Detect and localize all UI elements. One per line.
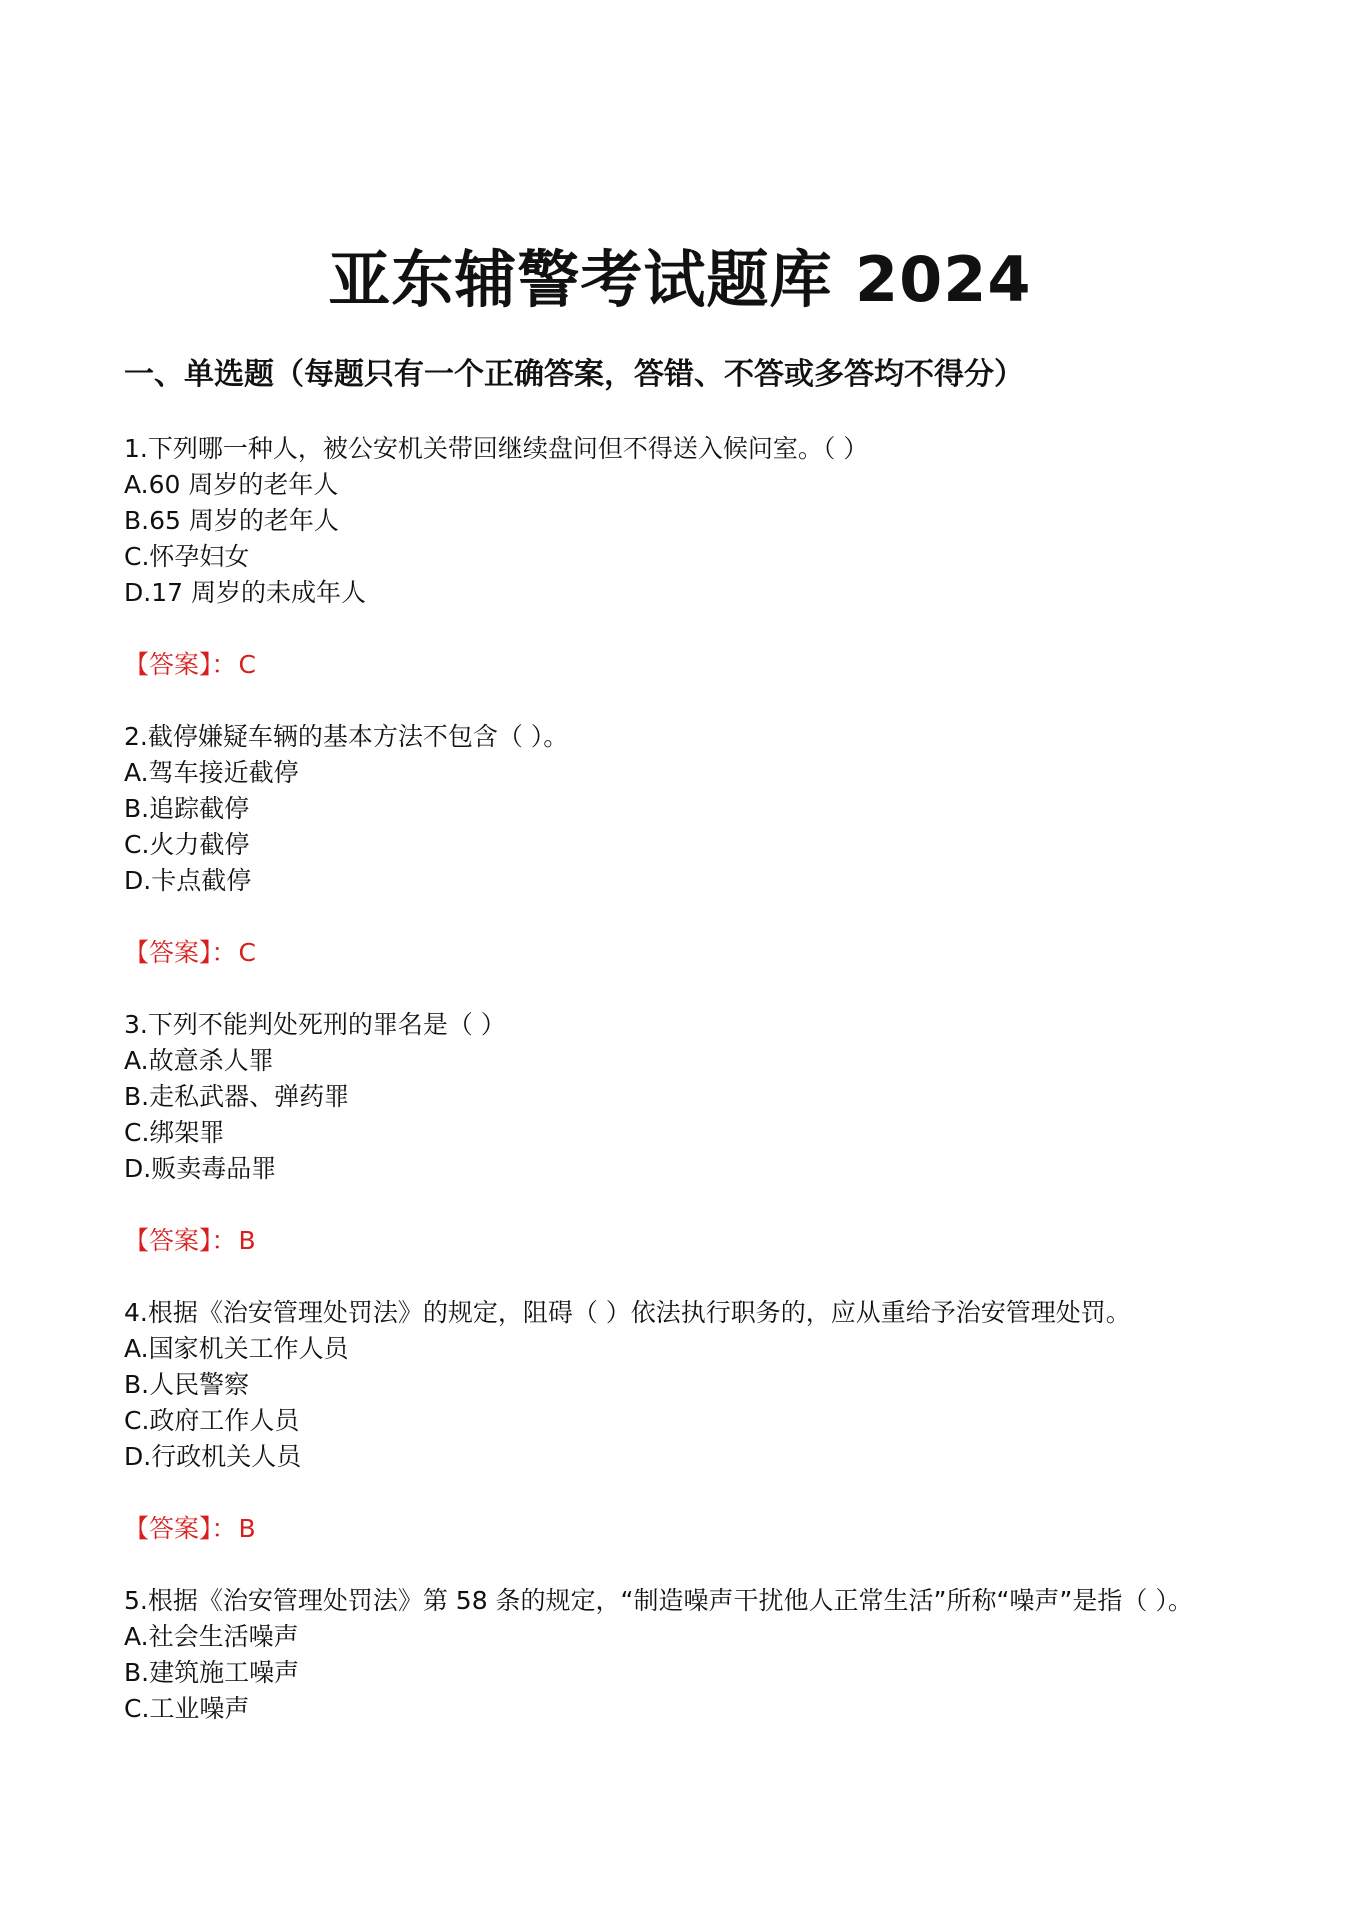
question-4 <box>124 1295 1254 1547</box>
answer-value: C <box>238 650 256 679</box>
question-5 <box>124 1583 1254 1727</box>
answer-line <box>124 647 1254 683</box>
option-a: A.60 周岁的老年人 <box>124 470 339 499</box>
question-stem: 2.截停嫌疑车辆的基本方法不包含（ ）。 <box>124 722 569 751</box>
question-stem: 4.根据《治安管理处罚法》的规定，阻碍（ ）依法执行职务的，应从重给予治安管理处罚。 <box>124 1298 1131 1327</box>
option-b: B.走私武器、弹药罪 <box>124 1082 350 1111</box>
question-stem: 3.下列不能判处死刑的罪名是（ ） <box>124 1010 506 1039</box>
option-a: A.社会生活噪声 <box>124 1622 299 1651</box>
page-title: 亚东辅警考试题库 2024 <box>328 243 1032 316</box>
option-d: D.行政机关人员 <box>124 1442 302 1471</box>
answer-line <box>124 935 1254 971</box>
option-c: C.火力截停 <box>124 830 250 859</box>
option-c: C.绑架罪 <box>124 1118 225 1147</box>
option-b: B.人民警察 <box>124 1370 250 1399</box>
question-1 <box>124 431 1254 683</box>
answer-line <box>124 1511 1254 1547</box>
option-d: D.卡点截停 <box>124 866 252 895</box>
answer-value: B <box>238 1226 256 1255</box>
answer-label: 【答案】： <box>124 1226 237 1255</box>
option-d: D.贩卖毒品罪 <box>124 1154 277 1183</box>
answer-line <box>124 1223 1254 1259</box>
answer-label: 【答案】： <box>124 650 237 679</box>
answer-value: C <box>238 938 256 967</box>
answer-label: 【答案】： <box>124 1514 237 1543</box>
option-b: B.65 周岁的老年人 <box>124 506 339 535</box>
answer-value: B <box>238 1514 256 1543</box>
option-b: B.追踪截停 <box>124 794 250 823</box>
option-c: C.怀孕妇女 <box>124 542 250 571</box>
answer-label: 【答案】： <box>124 938 237 967</box>
question-3 <box>124 1007 1254 1259</box>
section-heading: 一、单选题（每题只有一个正确答案，答错、不答或多答均不得分） <box>124 357 1024 392</box>
option-c: C.政府工作人员 <box>124 1406 300 1435</box>
option-a: A.故意杀人罪 <box>124 1046 274 1075</box>
question-2 <box>124 719 1254 971</box>
option-a: A.驾车接近截停 <box>124 758 299 787</box>
question-stem: 5.根据《治安管理处罚法》第 58 条的规定，“制造噪声干扰他人正常生活”所称“噪声”是指（ ）。 <box>124 1586 1193 1615</box>
option-b: B.建筑施工噪声 <box>124 1658 300 1687</box>
option-a: A.国家机关工作人员 <box>124 1334 349 1363</box>
option-d: D.17 周岁的未成年人 <box>124 578 366 607</box>
question-stem: 1.下列哪一种人，被公安机关带回继续盘问但不得送入候问室。（ ） <box>124 434 869 463</box>
question-list <box>124 431 1254 1727</box>
option-c: C.工业噪声 <box>124 1694 250 1723</box>
